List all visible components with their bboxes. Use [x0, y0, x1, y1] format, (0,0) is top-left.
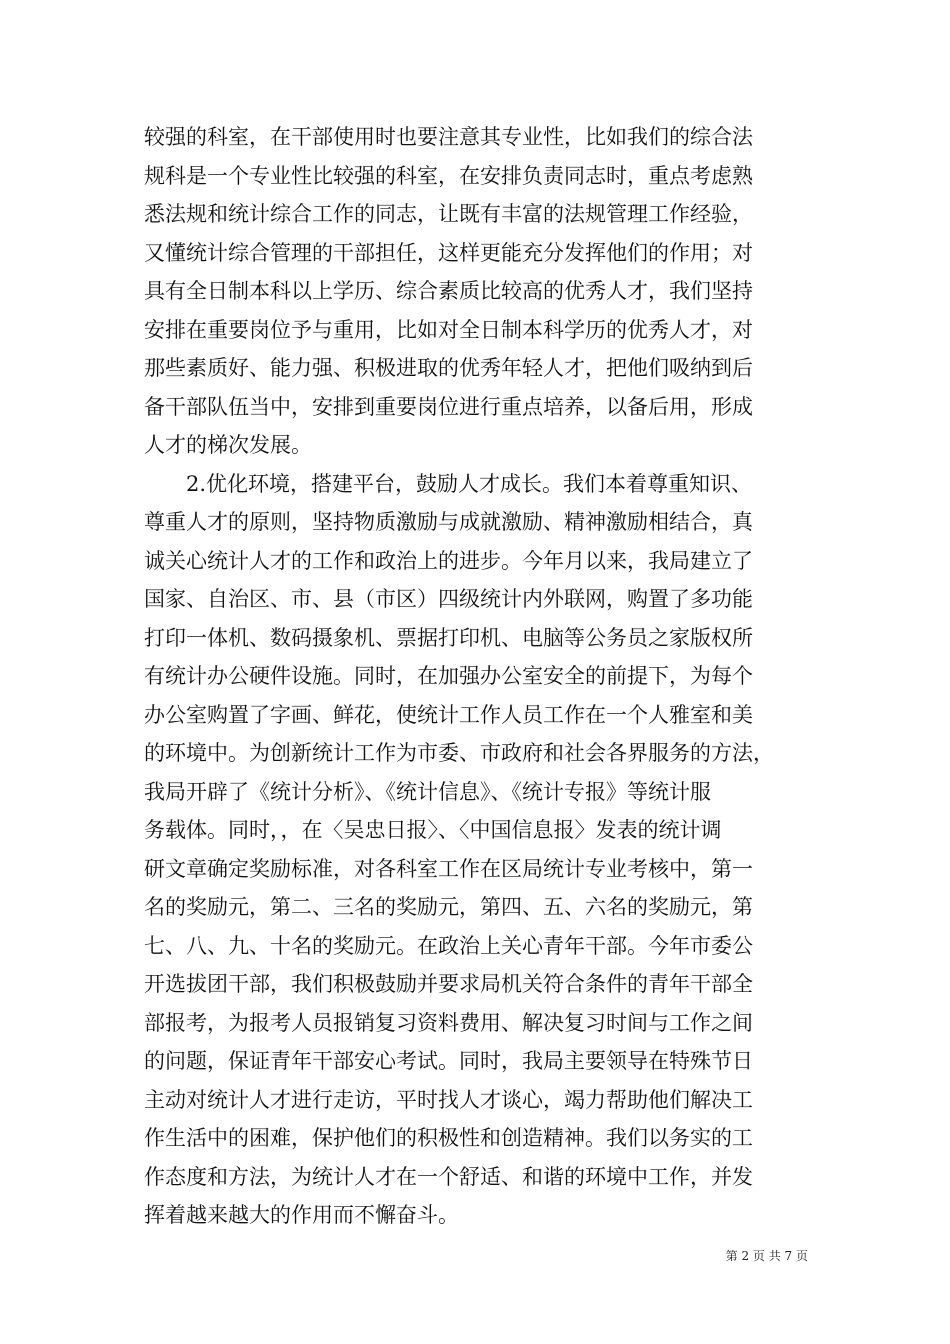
text-line: 开选拔团干部，我们积极鼓励并要求局机关符合条件的青年干部全 [144, 972, 753, 996]
text-line: 的环境中。为创新统计工作为市委、市政府和社会各界服务的方法， [144, 741, 774, 765]
text-line: 安排在重要岗位予与重用，比如对全日制本科学历的优秀人才，对 [144, 318, 753, 342]
text-line: 国家、自治区、市、县（市区）四级统计内外联网，购置了多功能 [144, 587, 753, 611]
text-line: 较强的科室，在干部使用时也要注意其专业性，比如我们的综合法 [144, 125, 753, 149]
text-line: 那些素质好、能力强、积极进取的优秀年轻人才，把他们吸纳到后 [144, 356, 753, 380]
text-line: 务载体。同时，，在〈吴忠日报〉、〈中国信息报〉发表的统计调 [144, 818, 722, 842]
page-number: 第 2 页 共 7 页 [725, 1249, 808, 1263]
text-line: 的问题，保证青年干部安心考试。同时，我局主要领导在特殊节日 [144, 1049, 753, 1073]
text-line: 2.优化环境，搭建平台，鼓励人才成长。我们本着尊重知识、 [186, 472, 753, 496]
text-line: 诚关心统计人才的工作和政治上的进步。今年月以来，我局建立了 [144, 549, 753, 573]
text-line: 打印一体机、数码摄象机、票据打印机、电脑等公务员之家版权所 [144, 626, 753, 650]
text-line: 备干部队伍当中，安排到重要岗位进行重点培养，以备后用，形成 [144, 395, 753, 419]
text-line: 名的奖励元，第二、三名的奖励元，第四、五、六名的奖励元，第 [144, 895, 753, 919]
text-line: 七、八、九、十名的奖励元。在政治上关心青年干部。今年市委公 [144, 934, 753, 958]
text-line: 研文章确定奖励标准，对各科室工作在区局统计专业考核中，第一 [144, 857, 753, 881]
text-line: 尊重人才的原则，坚持物质激励与成就激励、精神激励相结合，真 [144, 510, 753, 534]
text-line: 作态度和方法，为统计人才在一个舒适、和谐的环境中工作，并发 [144, 1165, 753, 1189]
text-line: 主动对统计人才进行走访，平时找人才谈心，竭力帮助他们解决工 [144, 1088, 753, 1112]
text-line: 办公室购置了字画、鲜花，使统计工作人员工作在一个人雅室和美 [144, 703, 753, 727]
text-line: 又懂统计综合管理的干部担任，这样更能充分发挥他们的作用；对 [144, 241, 753, 265]
text-line: 有统计办公硬件设施。同时，在加强办公室安全的前提下，为每个 [144, 664, 753, 688]
text-line: 规科是一个专业性比较强的科室，在安排负责同志时，重点考虑熟 [144, 164, 753, 188]
text-line: 悉法规和统计综合工作的同志，让既有丰富的法规管理工作经验， [144, 202, 753, 226]
text-line: 作生活中的困难，保护他们的积极性和创造精神。我们以务实的工 [144, 1126, 753, 1150]
text-line: 人才的梯次发展。 [144, 433, 312, 457]
text-line: 具有全日制本科以上学历、综合素质比较高的优秀人才，我们坚持 [144, 279, 753, 303]
text-line: 挥着越来越大的作用而不懈奋斗。 [144, 1203, 459, 1227]
text-line: 部报考，为报考人员报销复习资料费用、解决复习时间与工作之间 [144, 1011, 753, 1035]
text-line: 我局开辟了《统计分析》、《统计信息》、《统计专报》等统计服 [144, 780, 711, 804]
